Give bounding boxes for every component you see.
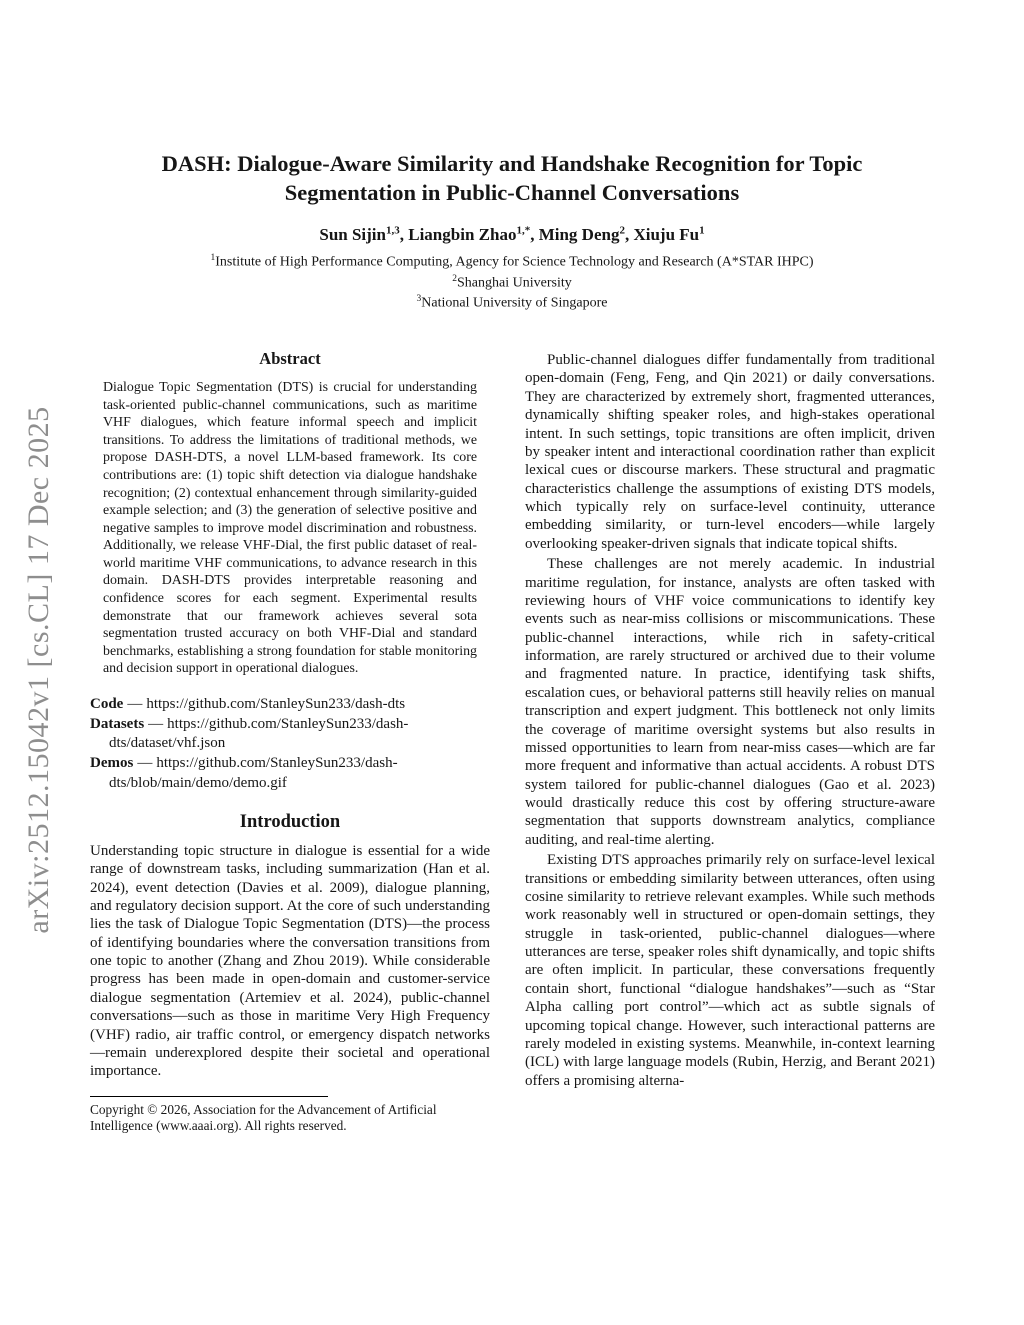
introduction-heading: Introduction bbox=[239, 811, 341, 832]
footnote-rule bbox=[90, 1096, 328, 1097]
copyright-text: Copyright © 2026, Association for the Advancement of Artificial Intelligence (www.aaai.org). All rights reserved. bbox=[90, 1101, 437, 1134]
datasets-url[interactable]: https://github.com/StanleySun233/dash-dts/dataset/vhf.json bbox=[109, 716, 409, 752]
demos-link-row bbox=[90, 754, 490, 792]
affiliation-superscript: 2 bbox=[452, 273, 458, 284]
body-paragraph: These challenges are not merely academic. In industrial maritime regulation, for instance, analysts are often tasked with reviewing hours of VHF voice communications to identify key events such as near-miss collisions or miscommunications. These public-channel interactions, while rich in safety-critical information, are rarely structured or archived due to their volume and fragmented nature. In practice, identifying task shifts, escalation cues, or behavioral patterns still heavily relies on manual transcription and expert judgment. This bottleneck not only limits the coverage of maritime oversight systems but also results in missed opportunities to learn from near-miss cases—which are far more frequent and informative than actual accidents. A robust DTS system tailored for public-channel dialogues (Gao et al. 2023) would drastically reduce this cost by offering structure-aware segmentation that supports downstream analytics, compliance auditing, and real-time alerting. bbox=[525, 556, 935, 848]
affiliation-superscript: 1 bbox=[210, 253, 216, 264]
author: Ming Deng$^2$, bbox=[538, 224, 634, 245]
author-line bbox=[0, 225, 1024, 246]
right-column bbox=[525, 349, 935, 1135]
affiliation: $^3$National University of Singapore bbox=[416, 293, 608, 311]
code-url[interactable]: https://github.com/StanleySun233/dash-dts bbox=[146, 695, 406, 712]
datasets-label: Datasets bbox=[90, 716, 145, 733]
author-superscript: 1 bbox=[699, 224, 705, 237]
dash-separator: — bbox=[137, 755, 153, 772]
affiliation-superscript: 3 bbox=[416, 293, 422, 304]
author-superscript: 1,* bbox=[516, 224, 531, 237]
demos-url[interactable]: https://github.com/StanleySun233/dash-dts/blob/main/demo/demo.gif bbox=[109, 755, 398, 791]
demos-label: Demos bbox=[90, 755, 134, 772]
dash-separator: — bbox=[127, 695, 143, 712]
paper-title-line1: DASH: Dialogue-Aware Similarity and Handshake Recognition for Topic bbox=[161, 151, 863, 176]
datasets-link-row bbox=[90, 715, 490, 753]
dash-separator: — bbox=[148, 716, 164, 733]
paper-title-line2: Segmentation in Public-Channel Conversations bbox=[284, 179, 740, 205]
body-paragraph: Existing DTS approaches primarily rely on surface-level lexical transitions or embedding similarity between utterances, often using cosine similarity to retrieve relevant examples. While such methods work reasonably well in structured or open-domain settings, they struggle in task-oriented, public-channel dialogues—where utterances are terse, speaker roles shift dynamically, and topic shifts are often implicit. In particular, these conversations frequently contain short, functional “dialogue handshakes”—such as “Star Alpha calling port control”—which act as subtle signals of upcoming topical change. However, such interactional patterns are rarely modeled in existing systems. Meanwhile, in-context learning (ICL) with large language models (Rubin, Herzig, and Berant 2021) offers a promising alterna- bbox=[525, 852, 935, 1089]
left-column bbox=[90, 349, 490, 1135]
affiliation: $^1$Institute of High Performance Computing, Agency for Science Technology and Research (A*STAR IHPC) bbox=[210, 253, 814, 270]
introduction-paragraph: Understanding topic structure in dialogue is essential for a wide range of downstream tasks, including summarization (Han et al. 2024), event detection (Davies et al. 2009), dialogue planning, and regulatory decision support. At the core of such understanding lies the task of Dialogue Topic Segmentation (DTS)—the process of identifying boundaries where the conversation transitions from one topic to another (Zhang and Zhou 2019). While considerable progress has been made in open-domain and customer-service dialogue segmentation (Artemiev et al. 2024), public-channel conversations—such as those in maritime Very High Frequency (VHF) radio, air traffic control, or emergency dispatch networks—remain underexplored despite their societal and operational importance. bbox=[90, 842, 490, 1080]
code-link-row bbox=[90, 695, 490, 714]
author: Liangbin Zhao$^{1,*}$, bbox=[408, 224, 539, 245]
paper-title bbox=[0, 150, 1024, 208]
copyright-footnote bbox=[90, 1096, 490, 1136]
paper-header bbox=[0, 0, 1024, 313]
two-column-body bbox=[90, 349, 935, 1135]
resource-links bbox=[90, 695, 490, 793]
author-superscript: 1,3 bbox=[386, 224, 400, 237]
code-label: Code bbox=[90, 695, 124, 712]
author-superscript: 2 bbox=[619, 224, 625, 237]
author: Xiuju Fu$^1$ bbox=[633, 224, 705, 245]
abstract-text: Dialogue Topic Segmentation (DTS) is crucial for understanding task-oriented public-channel communications, such as maritime VHF dialogues, which feature informal speech and implicit transitions. To address the limitations of traditional methods, we propose DASH-DTS, a novel LLM-based framework. Its core contributions are: (1) topic shift detection via dialogue handshake recognition; (2) contextual enhancement through similarity-guided example selection; and (3) the generation of selective positive and negative samples to improve model discrimination and robustness. Additionally, we release VHF-Dial, the first public dataset of real-world maritime VHF communications, to advance research in this domain. DASH-DTS provides interpretable reasoning and confidence scores for each segment. Experimental results demonstrate that our framework achieves several sota segmentation trusted accuracy on both VHF-Dial and standard benchmarks, establishing a strong foundation for stable monitoring and decision support in operational dialogues. bbox=[103, 380, 477, 677]
affiliations bbox=[0, 252, 1024, 313]
author: Sun Sijin$^{1,3}$, bbox=[319, 224, 409, 245]
affiliation: $^2$Shanghai University bbox=[452, 273, 572, 291]
body-paragraph: Public-channel dialogues differ fundamentally from traditional open-domain (Feng, Feng, and Qin 2021) or daily conversations. They are characterized by extremely short, fragmented utterances, dynamically shifting speaker roles, and high-stakes operational intent. In such settings, topic transitions are often implicit, driven by speaker intent and interactional coordination rather than explicit lexical cues or discourse markers. These structural and pragmatic characteristics challenge the assumptions of existing DTS models, which typically rely on surface-level continuity, utterance embedding similarity, or turn-level encoders—while largely overlooking speaker-driven signals that indicate topical shifts. bbox=[525, 352, 935, 552]
abstract-heading: Abstract bbox=[259, 349, 321, 369]
arxiv-watermark: arXiv:2512.15042v1 [cs.CL] 17 Dec 2025 bbox=[22, 406, 55, 934]
